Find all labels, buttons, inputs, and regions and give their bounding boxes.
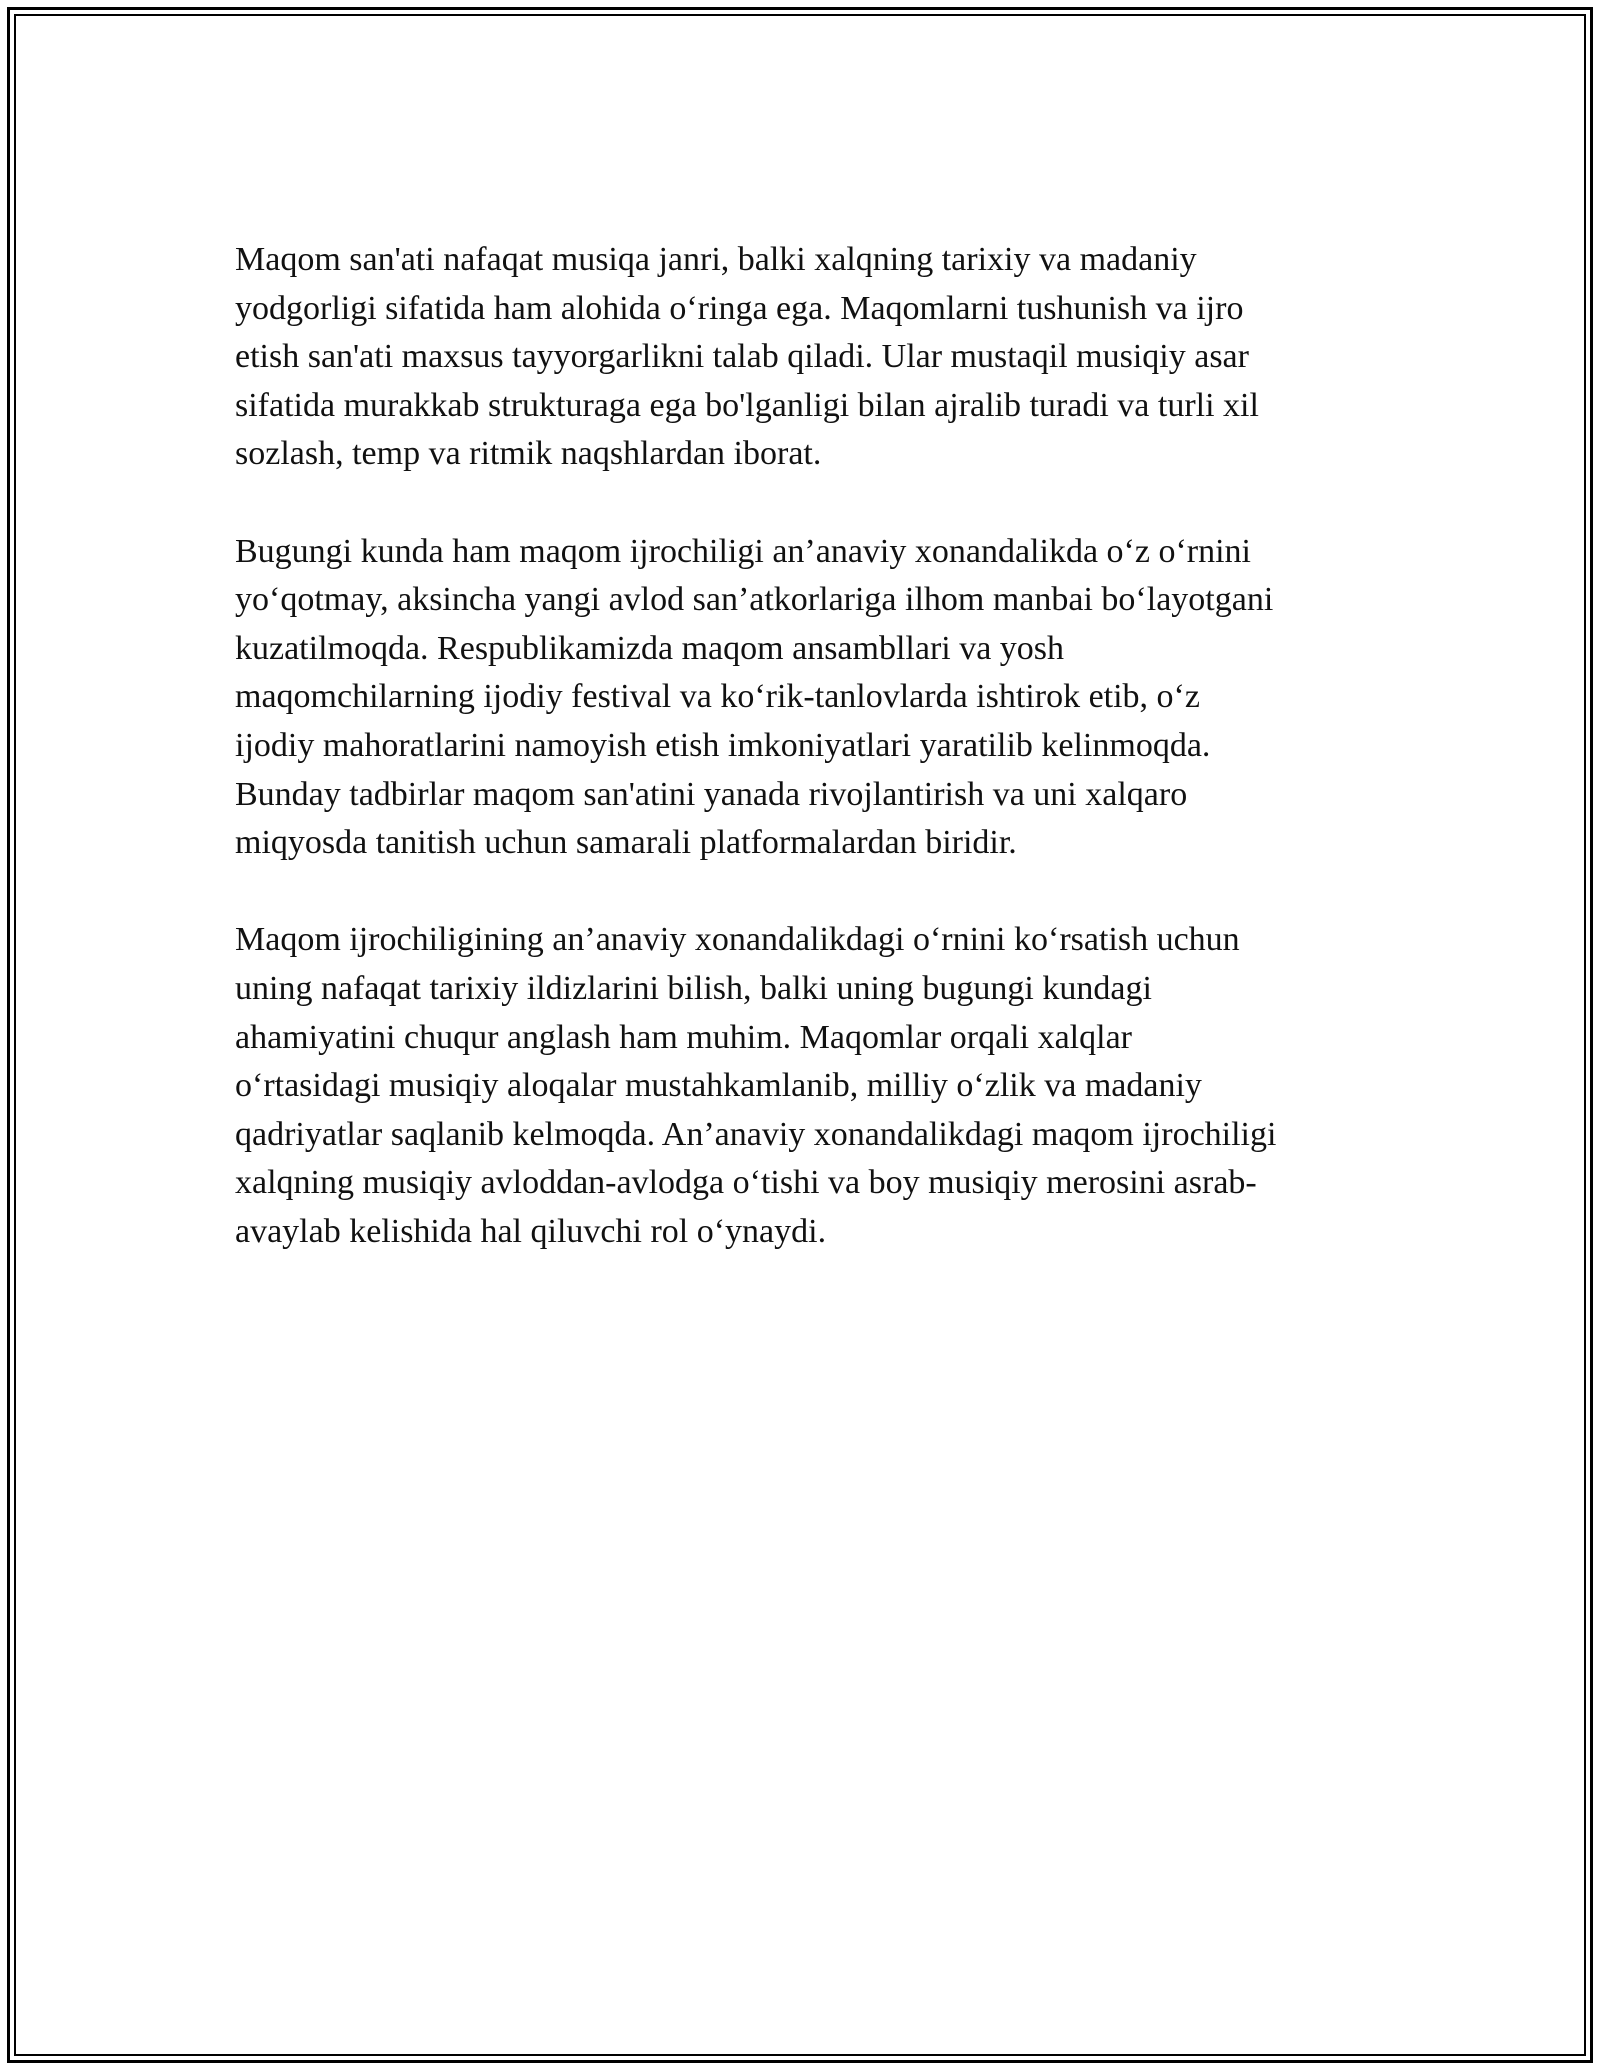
paragraph-3: Maqom ijrochiligining an’anaviy xonandalikdagi o‘rnini ko‘rsatish uchun uning nafaqat tarixiy ildizlarini bilish, balki uning bugungi kundagi ahamiyatini chuqur anglash ham muhim. Maqomlar orqali xalqlar o‘rtasidagi musiqiy aloqalar mustahkamlanib, milliy o‘zlik va madaniy qadriyatlar saqlanib kelmoqda. An’anaviy xonandalikdagi maqom ijrochiligi xalqning musiqiy avloddan-avlodga o‘tishi va boy musiqiy merosini asrab- avaylab kelishida hal qiluvchi rol o‘ynaydi. bbox=[235, 921, 1277, 1250]
document-body bbox=[235, 236, 1365, 1305]
paragraph-1: Maqom san'ati nafaqat musiqa janri, balki xalqning tarixiy va madaniy yodgorligi sifatida ham alohida o‘ringa ega. Maqomlarni tushunish va ijro etish san'ati maxsus tayyorgarlikni talab qiladi. Ular mustaqil musiqiy asar sifatida murakkab strukturaga ega bo'lganligi bilan ajralib turadi va turli xil sozlash, temp va ritmik naqshlardan iborat. bbox=[235, 241, 1259, 473]
paragraph-2: Bugungi kunda ham maqom ijrochiligi an’anaviy xonandalikda o‘z o‘rnini yo‘qotmay, aksincha yangi avlod san’atkorlariga ilhom manbai bo‘layotgani kuzatilmoqda. Respublikamizda maqom ansambllari va yosh maqomchilarning ijodiy festival va ko‘rik-tanlovlarda ishtirok etib, o‘z ijodiy mahoratlarini namoyish etish imkoniyatlari yaratilib kelinmoqda. Bunday tadbirlar maqom san'atini yanada rivojlantirish va uni xalqaro miqyosda tanitish uchun samarali platformalardan biridir. bbox=[235, 532, 1274, 862]
